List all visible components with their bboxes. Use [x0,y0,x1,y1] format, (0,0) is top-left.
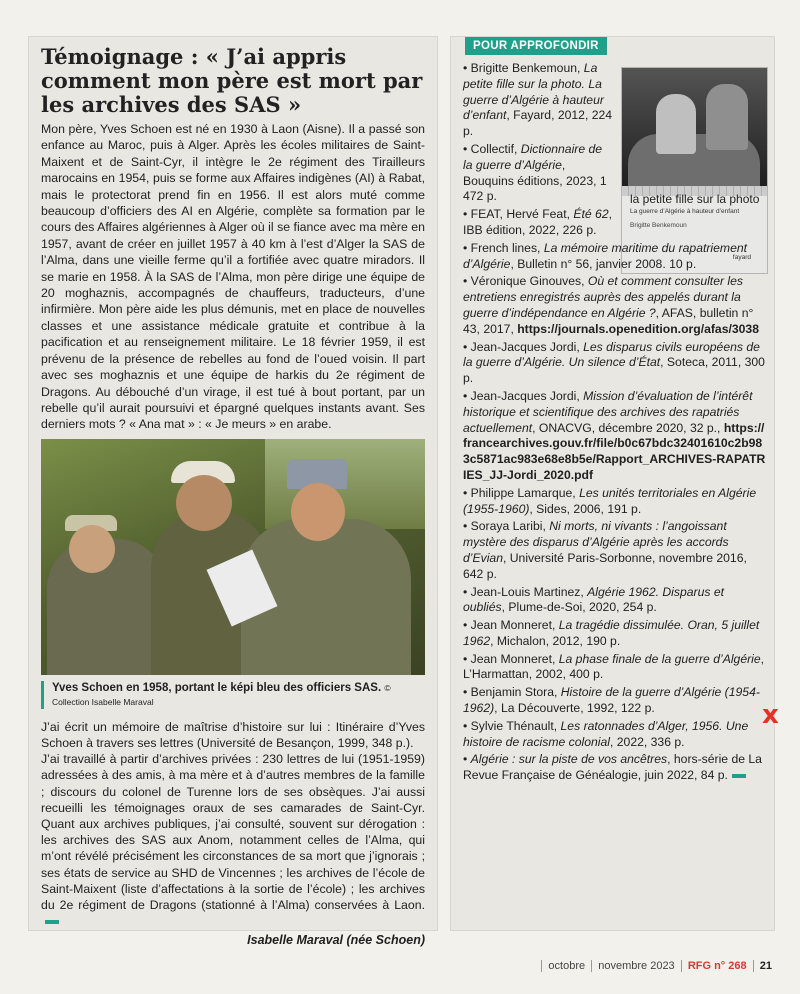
reference-author: • French lines, [463,240,544,255]
footer-month: octobre [548,960,586,972]
reference-details: , IBB édition, 2022, 226 p. [463,207,613,237]
reference-title: Les unités territoriales en Algérie (1955-1960) [463,485,757,516]
reference-item [463,340,768,387]
reference-title: Histoire de la guerre d’Algérie (1954-1962) [463,685,760,716]
reference-author: • Benjamin Stora, [463,685,561,700]
reference-item [463,241,768,273]
reference-details: , AFAS, bulletin n° 43, 2017, [463,305,754,336]
reference-item [463,61,613,140]
reference-author: • Brigitte Benkemoun, [463,61,584,75]
footer-magazine: RFG n° 268 [687,960,747,972]
reference-details: , Soteca, 2011, 300 p. [463,355,765,386]
article-intro: Mon père, Yves Schoen est né en 1930 à Laon (Aisne). Il a passé son enfance au Maroc, puis à Alger. Après les écoles militaires de Saint-Maixent et de Saint-Cyr, il intègre le 2e régiment des Tirailleurs marocains en 1954, puis se forme aux Affaires indigènes (AI) à Rabat, mais le protectorat prend fin en 1956. Il est alors muté comme beaucoup d’officiers des AI en Algérie, complète sa formation par le cours des Affaires algériennes à Alger où il se fiance avec ma mère en 1957, avant de créer en juillet 1957 à 40 km à l’est d’Alger la SAS de l’Alma, dans une vieille ferme qu’il a fortifiée avec quatre miradors. Il se marie en 1958. À la SAS de l’Alma, mon père dirige une équipe de 20 moghaznis, accompagnés de chauffeurs, traducteurs, d’une infirmière. Mon père aide les plus démunis, met en place de nouvelles classes et une assistance médicale gratuite et contribue à la pacification et au renseignement militaire. Le 18 février 1959, il est prévenu de la présence de rebelles au fond de l’oued voisin. Il part avec ses moghaznis et une équipe de harkis du 2e régiment de Dragons. Au débouché d’un virage, il est tué à bout portant, par un rebelle qu’il aurait poursuivi et épargné quelques instants avant. Ses derniers mots ? « Ana mat » : « Je meurs » en arabe. [41,122,425,432]
signature: Isabelle Maraval (née Schoen) [247,933,425,948]
page-number: 21 [759,960,772,972]
page-footer [538,960,772,972]
reference-details: , 2022, 336 p. [610,734,685,749]
reference-details: , Plume-de-Soi, 2020, 254 p. [501,600,657,615]
reference-item [463,752,768,784]
reference-item [463,486,768,518]
reference-title: La petite fille sur la photo. La guerre d’Algérie à hauteur d’enfant [463,61,604,123]
reference-details: , Michalon, 2012, 190 p. [490,633,621,648]
reference-author: • Jean-Jacques Jordi, [463,339,584,354]
reference-author: • Collectif, [463,141,521,156]
reference-title: La tragédie dissimulée. Oran, 5 juillet 1962 [463,618,760,648]
reference-item [463,685,768,717]
reference-item [463,719,768,751]
article-title: Témoignage : « J’ai appris comment mon père est mort par les archives des SAS » [41,44,423,117]
reference-details: , La Découverte, 1992, 122 p. [494,701,655,716]
reference-item [463,389,768,484]
book-cover-title: la petite fille sur la photo [630,192,760,206]
reference-item [463,585,768,617]
reference-details: , Bulletin n° 56, janvier 2008. 10 p. [510,256,697,271]
body-paragraph-2-text: J’ai travaillé à partir d’archives privées : 230 lettres de lui (1951-1959) adressées à des amis, à ma mère et à d’autres membres de la famille ; discours du colonel de Turenne lors de ses obsèques. J’ai aussi recueilli les témoignages oraux de ses camarades de Saint-Cyr. Quant aux archives publiques, j’ai consulté, souvent sur dérogation : les archives des SAS aux Anom, notamment celles de l’Alma, qui m’ont révélé précisément les circonstances de sa mort que j’ignorais ; ses états de service au SHD de Vincennes ; les archives de l’école de Saint-Maixent (liste d’affectations à la sortie de l’école) ; les archives du 2e régiment de Dragons (stationné à l’Alma) conservées à Laon. [41,752,425,912]
reference-title: Dictionnaire de la guerre d’Algérie [463,141,603,172]
reference-details: , Université Paris-Sorbonne, novembre 2016, 642 p. [463,550,747,581]
reference-author: • FEAT, Hervé Feat, [463,207,574,222]
reference-author: • Jean-Jacques Jordi, [463,388,584,403]
reference-item [463,618,768,650]
reference-item [463,274,768,337]
reference-item [463,207,613,239]
reference-author: • [463,752,471,767]
reference-author: • Véronique Ginouves, [463,274,588,289]
sidebar-column [450,36,775,931]
article-body [41,719,425,930]
reference-details: , Sides, 2006, 191 p. [529,501,642,516]
article-column [28,36,438,948]
reference-title: Algérie 1962. Disparus et oubliés [463,584,725,615]
sidebar-badge: POUR APPROFONDIR [465,37,607,55]
book-cover-author: Brigitte Benkemoun [630,222,687,229]
reference-title: Algérie : sur la piste de vos ancêtres [470,752,668,767]
caption-credit: © Collection Isabelle Maraval [52,682,391,707]
reference-author: • Philippe Lamarque, [463,485,580,500]
reference-title: Mission d’évaluation de l’intérêt historique et scientifique des archives des rapatriés actuellement [463,388,753,435]
reference-item [463,519,768,582]
reference-link[interactable]: https://journals.openedition.org/afas/3038 [517,321,759,336]
reference-title: Les disparus civils européens de la guerre d’Algérie. Un silence d’État [463,339,760,370]
reference-details: , ONACVG, décembre 2020, 32 p., [532,420,724,435]
reference-link[interactable]: https://francearchives.gouv.fr/file/b0c67bdc32401610c2b983c5871ac983e68e8b5e/Rapport_ARCHIVES-RAPATRIES_JJ-Jordi_2020.pdf [463,420,766,482]
reference-details: , L’Harmattan, 2002, 400 p. [463,651,765,682]
reference-title: Ni morts, ni vivants : l’angoissant mystère des disparus d’Algérie après les accords d’Evian [463,519,729,565]
reference-details: , Fayard, 2012, 224 p. [463,108,613,139]
reference-list [463,61,768,786]
red-x-mark: x [762,700,779,730]
reference-author: • Jean Monneret, [463,651,559,666]
reference-title: La mémoire maritime du rapatriement d’Algérie [463,240,748,271]
reference-title: La phase finale de la guerre d’Algérie [558,651,761,666]
reference-item [463,142,613,205]
reference-title: Les ratonnades d’Alger, 1956. Une histoire de racisme colonial [463,718,749,749]
reference-author: • Sylvie Thénault, [463,718,561,733]
end-mark-icon [45,920,59,924]
reference-title: Où et comment consulter les entretiens enregistrés auprès des appelés durant la guerre d’indépendance en Algérie ? [463,274,743,320]
body-paragraph-1: J’ai écrit un mémoire de maîtrise d’histoire sur lui : Itinéraire d’Yves Schoen à travers ses lettres (Université de Besançon, 1999, 348 p.). [41,719,425,750]
reference-author: • Jean-Louis Martinez, [463,584,588,599]
soldiers-photo [41,439,425,675]
reference-item [463,652,768,684]
photo-caption [41,681,425,709]
body-paragraph-2 [41,751,425,929]
book-cover-publisher: fayard [732,254,751,261]
end-mark-icon [732,774,746,778]
reference-author: • Jean Monneret, [463,618,559,633]
caption-text: Yves Schoen en 1958, portant le képi bleu des officiers SAS. [52,681,382,694]
reference-details: , hors-série de La Revue Française de Généalogie, juin 2022, 84 p. [463,752,762,783]
reference-author: • Soraya Laribi, [463,519,550,534]
book-cover-subtitle: La guerre d’Algérie à hauteur d’enfant [630,208,740,215]
reference-details: , Bouquins éditions, 2023, 1 472 p. [463,157,607,204]
reference-title: Été 62 [573,207,609,222]
footer-month2: novembre 2023 [598,960,675,972]
